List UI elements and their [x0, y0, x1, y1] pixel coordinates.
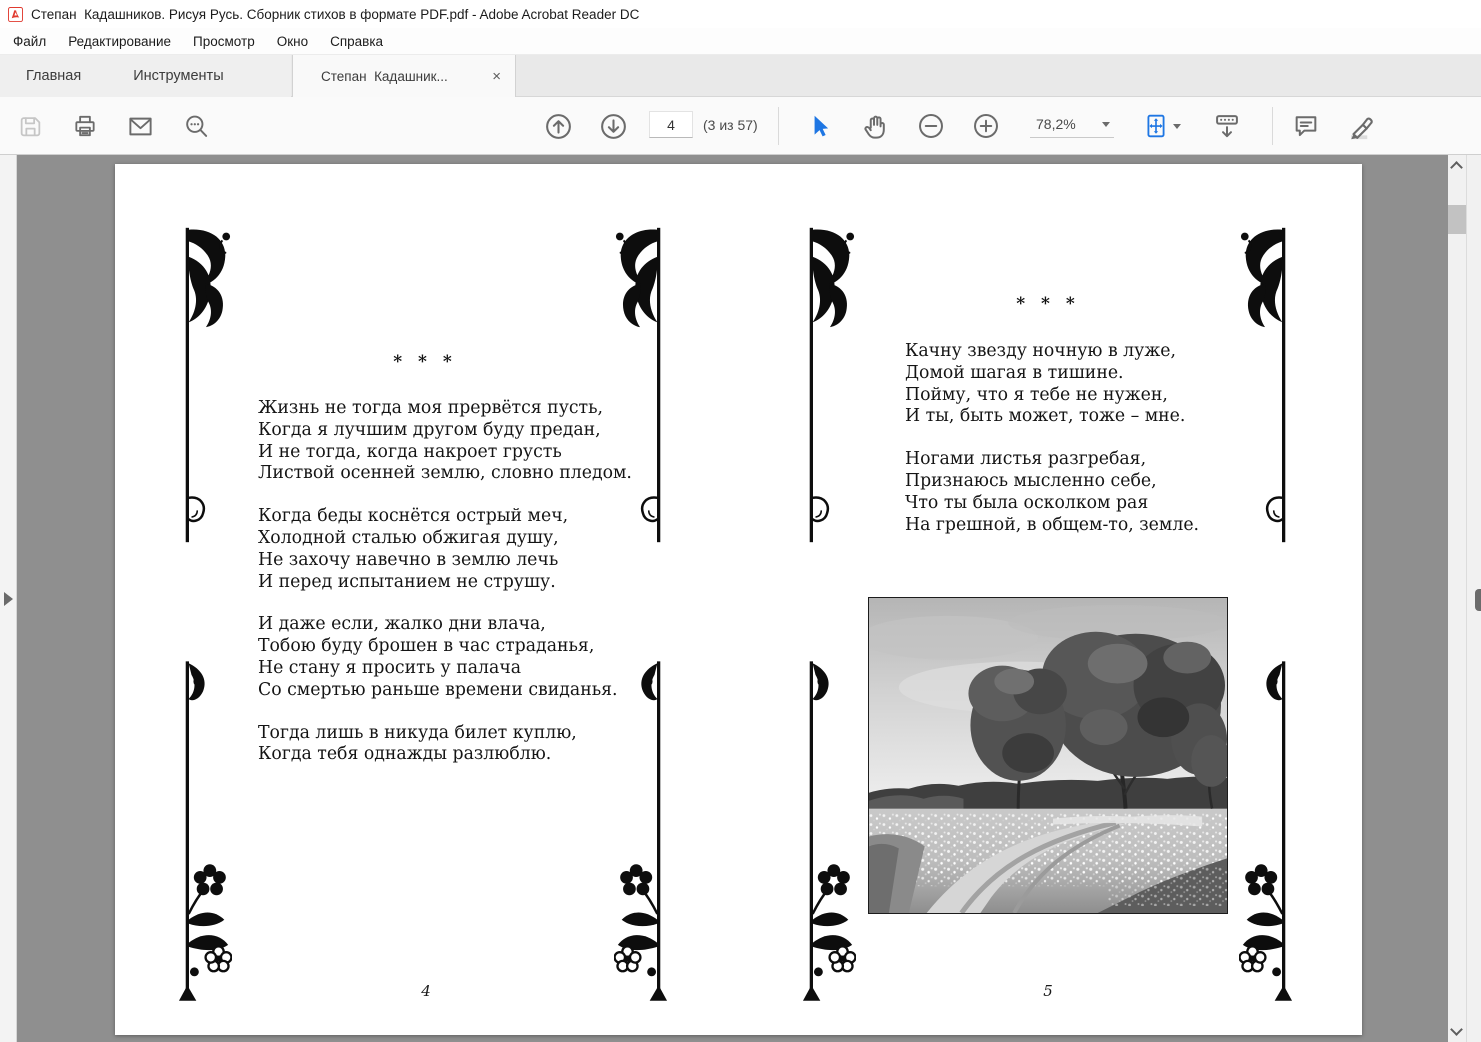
expand-tools-pane-icon[interactable] — [1475, 589, 1481, 611]
poem-line: Когда беды коснётся острый меч, — [258, 506, 569, 527]
zoom-level-value: 78,2% — [1036, 116, 1076, 132]
page-down-icon — [599, 112, 628, 141]
zoom-level-dropdown[interactable] — [1030, 111, 1114, 138]
save-icon — [18, 114, 43, 139]
comment-icon — [1292, 112, 1320, 140]
shelf-tabs — [0, 55, 291, 97]
poem-line: Когда я лучшим другом буду предан, — [258, 419, 601, 440]
stanza — [258, 398, 632, 485]
ornament-bottom-icon — [802, 655, 856, 1011]
vertical-scrollbar[interactable] — [1448, 155, 1466, 1042]
page-up-icon — [544, 112, 573, 141]
select-tool-icon — [807, 113, 833, 139]
poem-marker: * * * — [1016, 294, 1080, 314]
pdf-page-canvas[interactable] — [115, 164, 1362, 1035]
stanza — [905, 341, 1199, 428]
poem-line: Качну звезду ночную в луже, — [905, 341, 1176, 361]
poem-line: Не захочу навечно в землю лечь — [258, 549, 559, 570]
poem-line: Жизнь не тогда моя прервётся пусть, — [258, 398, 604, 418]
tab-home[interactable]: Главная — [26, 68, 82, 84]
fit-page-icon — [1143, 113, 1169, 139]
poem-line: Тогда лишь в никуда билет куплю, — [258, 722, 577, 743]
fit-page-button[interactable] — [1138, 108, 1186, 144]
zoom-out-button[interactable] — [913, 108, 949, 144]
scroll-up-icon[interactable] — [1450, 161, 1463, 174]
poem-line: Что ты была осколком рая — [905, 492, 1149, 513]
stanza — [258, 723, 632, 767]
zoom-in-icon — [972, 112, 1000, 140]
tab-close-icon[interactable]: × — [492, 68, 501, 85]
acrobat-app-icon — [8, 7, 23, 22]
ornament-top-icon — [1239, 218, 1293, 552]
tab-document-label: Степан Кадашник... — [321, 69, 448, 84]
landscape-photo — [868, 597, 1228, 914]
tab-strip — [0, 55, 1481, 97]
menu-window[interactable]: Окно — [276, 33, 309, 49]
menu-file[interactable]: Файл — [13, 33, 47, 49]
previous-page-button[interactable] — [540, 108, 576, 144]
zoom-in-button[interactable] — [968, 108, 1004, 144]
comment-button[interactable] — [1288, 108, 1324, 144]
ornament-bottom-icon — [1239, 655, 1293, 1011]
poem-line: Пойму, что я тебе не нужен, — [905, 384, 1168, 405]
email-button[interactable] — [122, 108, 158, 144]
page-number-input[interactable] — [649, 111, 693, 138]
ornament-top-icon — [802, 218, 856, 552]
poem-line: И не тогда, когда накроет грусть — [258, 441, 562, 462]
tab-tools[interactable]: Инструменты — [133, 68, 224, 84]
collapse-toolbar-button[interactable] — [1209, 108, 1245, 144]
toolbar-divider — [778, 107, 779, 145]
poem-line: И ты, быть может, тоже – мне. — [905, 406, 1186, 427]
poem-line: Тобою буду брошен в час страданья, — [258, 636, 595, 657]
scrollbar-thumb[interactable] — [1448, 205, 1466, 234]
poem-line: Не стану я просить у палача — [258, 657, 522, 678]
print-icon — [72, 113, 98, 139]
page-number: 4 — [421, 982, 431, 1000]
stanza — [905, 449, 1199, 536]
poem-marker: * * * — [393, 352, 457, 372]
navigation-pane-rail[interactable] — [0, 155, 17, 1042]
page-count-label: (3 из 57) — [703, 117, 758, 133]
scroll-down-icon[interactable] — [1450, 1023, 1463, 1036]
menu-edit[interactable]: Редактирование — [68, 33, 172, 49]
hand-tool-button[interactable] — [858, 108, 894, 144]
save-button[interactable] — [12, 108, 48, 144]
poem-line: И перед испытанием не струшу. — [258, 571, 556, 592]
poem-line: Когда тебя однажды разлюблю. — [258, 744, 552, 765]
hand-tool-icon — [862, 112, 890, 140]
search-icon — [183, 113, 210, 140]
poem-left — [258, 398, 632, 787]
highlight-button[interactable] — [1343, 108, 1379, 144]
stanza — [258, 506, 632, 593]
select-tool-button[interactable] — [802, 108, 838, 144]
email-icon — [127, 113, 154, 140]
chevron-down-icon — [1102, 122, 1110, 127]
menu-help[interactable]: Справка — [330, 33, 384, 49]
poem-line: Признаюсь мысленно себе, — [905, 470, 1157, 491]
poem-line: Ногами листья разгребая, — [905, 449, 1147, 470]
poem-line: Листвой осенней землю, словно пледом. — [258, 463, 632, 484]
expand-nav-pane-icon[interactable] — [4, 592, 13, 606]
document-area — [0, 155, 1481, 1042]
search-button[interactable] — [178, 108, 214, 144]
poem-line: Со смертью раньше времени свиданья. — [258, 679, 618, 700]
window-titlebar — [0, 0, 1481, 28]
menu-view[interactable]: Просмотр — [193, 33, 255, 49]
next-page-button[interactable] — [595, 108, 631, 144]
tab-document[interactable] — [292, 55, 516, 98]
poem-right — [905, 341, 1199, 557]
collapse-toolbar-icon — [1213, 112, 1241, 140]
stanza — [258, 614, 632, 701]
main-toolbar — [0, 97, 1481, 155]
menu-bar — [0, 28, 1481, 55]
poem-line: На грешной, в общем-то, земле. — [905, 514, 1200, 535]
print-button[interactable] — [67, 108, 103, 144]
window-title: Степан Кадашников. Рисуя Русь. Сборник стихов в формате PDF.pdf - Adobe Acrobat Reader DC — [31, 6, 640, 22]
tools-pane-rail[interactable] — [1466, 155, 1481, 1042]
chevron-down-icon — [1173, 124, 1181, 129]
highlighter-icon — [1346, 111, 1376, 141]
ornament-top-icon — [178, 218, 232, 552]
poem-line: Домой шагая в тишине. — [905, 362, 1124, 383]
poem-line: И даже если, жалко дни влача, — [258, 614, 546, 635]
poem-line: Холодной сталью обжигая душу, — [258, 527, 559, 548]
toolbar-divider — [1272, 107, 1273, 145]
ornament-bottom-icon — [178, 655, 232, 1011]
zoom-out-icon — [917, 112, 945, 140]
page-number: 5 — [1043, 982, 1053, 1000]
